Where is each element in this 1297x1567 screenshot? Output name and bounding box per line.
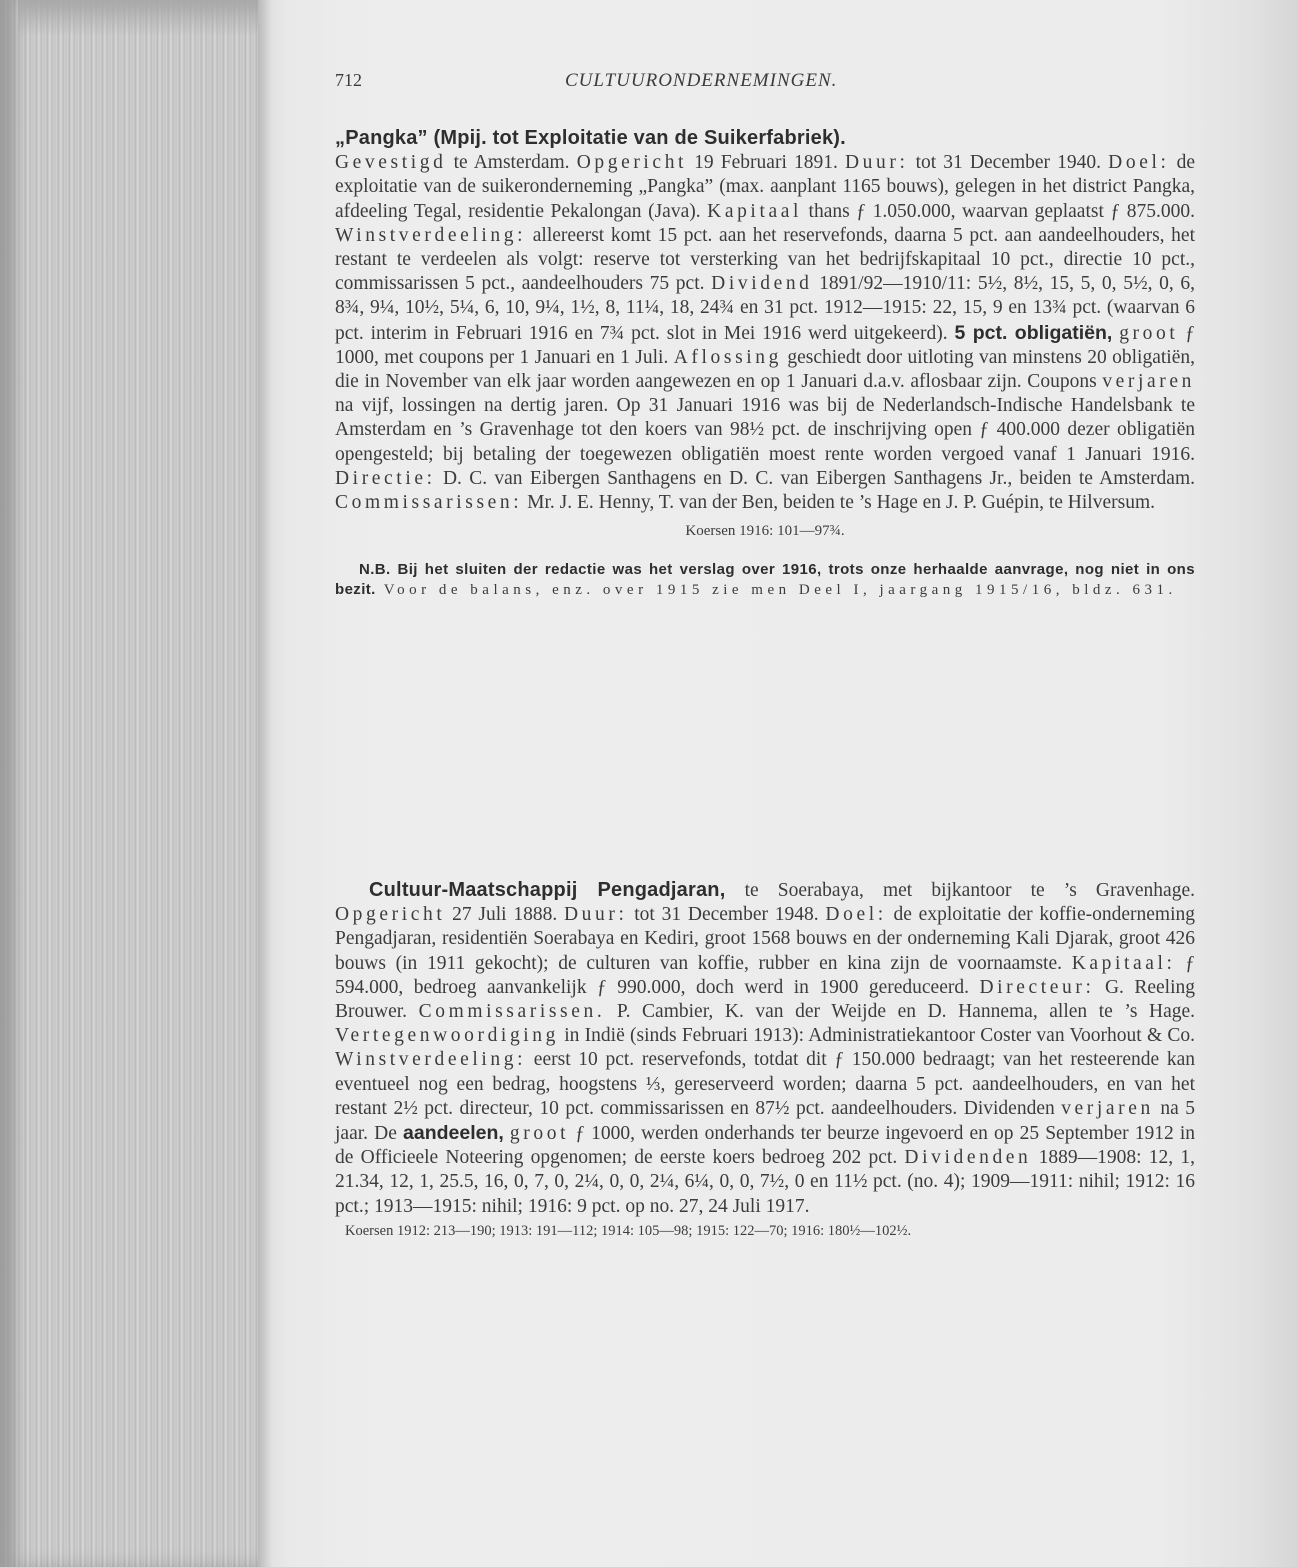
label-verjaren: verjaren (1061, 1097, 1154, 1119)
text-kapitaal: thans ƒ 1.050.000, waarvan geplaatst ƒ 875.000. (802, 200, 1195, 222)
text-vertegenwoordiging: in Indië (sinds Februari 1913): Administratiekantoor Coster van Voorhout & Co. (559, 1025, 1195, 1047)
label-opgericht: Opgericht (335, 904, 446, 926)
book-page (258, 0, 1297, 1567)
entry-pengadjaran-body (335, 878, 1195, 1219)
label-dividend: Dividend (711, 273, 813, 295)
label-commissarissen: Commissarissen. (418, 1001, 606, 1023)
text-directeur: G. Reeling Brouwer. (335, 976, 1196, 1023)
label-aandeelen: aandeelen, (403, 1122, 504, 1145)
book-page-edges (0, 0, 258, 1567)
text-directie: D. C. van Eibergen Santhagens en D. C. van Eibergen Santhagens Jr., beiden te Amsterdam. (435, 467, 1195, 489)
text-opgericht: 19 Februari 1891. (687, 152, 845, 174)
nb-note (335, 560, 1195, 600)
label-duur: Duur: (564, 904, 628, 926)
text-verjaren: na 5 jaar. De (335, 1097, 1195, 1145)
text-dividenden: 1889—1908: 12, 1, 21.34, 12, 1, 25.5, 16, 0, 7, 0, 2¼, 0, 0, 2¼, 6¼, 0, 0, 7½, 0 en 11½ pct. (no. 4); 1909—1911: nihil; 1912: 16 pct.; 1913—1915: nihil; 1916: 9 pct. op no. 27, 24 Juli 1917. (335, 1147, 1195, 1217)
text-obligaties: ƒ 1000, met coupons per 1 Januari en 1 Juli. (335, 322, 1196, 368)
text-doel: de exploitatie van de suikeronderneming „Pangka” (max. aanplant 1165 bouws), gelegen in het district Pangka, afdeeling Tegal, residentie Pekalongan (Java). (335, 152, 1196, 222)
label-obligaties: 5 pct. obligatiën, (954, 321, 1113, 344)
entry-pengadjaran (335, 878, 1195, 1240)
text-doel: de exploitatie der koffie-onderneming Pengadjaran, residentiën Soerabaya en Kediri, groot 1568 bouws en der onderneming Kali Djarak, groot 426 bouws (in 1911 gekocht); de culturen van koffie, rubber en kina zijn de voornaamste. (335, 904, 1195, 974)
label-vertegenwoordiging: Vertegenwoordiging (335, 1025, 560, 1047)
entry-pangka (335, 126, 1195, 600)
label-doel: Doel: (825, 904, 887, 926)
label-winstverdeeling: Winstverdeeling: (335, 224, 527, 246)
label-opgericht: Opgericht (576, 152, 688, 174)
text-verjaren: na vijf, lossingen na dertig jaren. Op 31 Januari 1916 was bij de Nederlandsch-Indische Handelsbank te Amsterdam en ’s Gravenhage tot den koers van 98½ pct. de inschrijving open ƒ 400.000 dezer obligatiën opengesteld; bij betaling der toegewezen obligatiën moest rente worden vergoed vanaf 1 Januari 1916. (335, 395, 1195, 465)
text-kapitaal: ƒ 594.000, bedroeg aanvankelijk ƒ 990.000, doch werd in 1900 gereduceerd. (335, 952, 1195, 998)
text-commissarissen: Mr. J. E. Henny, T. van der Ben, beiden te ’s Hage en J. P. Guépin, te Hilversum. (522, 492, 1155, 514)
text-aflossing: geschiedt door uitloting van minstens 20 obligatiën, die in November van elk jaar worden aangewezen en op 1 Januari d.a.v. aflosbaar zijn. Coupons (335, 346, 1195, 393)
label-aflossing: Aflossing (673, 346, 782, 368)
text-dividend: 1891/92—1910/11: 5½, 8½, 15, 5, 0, 5½, 0, 6, 8¾, 9¼, 10½, 5¼, 6, 10, 9¼, 1½, 8, 11¼, 18, 24¾ en 31 pct. 1912—1915: 22, 15, 9 en 13¾ pct. (waarvan 6 pct. interim in Februari 1916 en 7¾ pct. slot in Mei 1916 werd uitgekeerd). (335, 273, 1195, 344)
label-gevestigd: Gevestigd (335, 152, 447, 174)
text-intro: te Soerabaya, met bijkantoor te ’s Gravenhage. (725, 880, 1195, 901)
text-commissarissen: P. Cambier, K. van der Weijde en D. Hannema, allen te ’s Hage. (605, 1001, 1195, 1023)
nb-rest-text: Voor de balans, enz. over 1915 zie men Deel I, jaargang 1915/16, bldz. 631. (375, 582, 1177, 599)
label-verjaren: verjaren (1102, 371, 1195, 393)
running-head (335, 70, 1195, 96)
company-title: Cultuur-Maatschappij Pengadjaran, (369, 879, 726, 901)
company-title: „Pangka” (Mpij. tot Exploitatie van de Suikerfabriek). (335, 127, 846, 149)
label-commissarissen: Commissarissen: (335, 492, 523, 514)
label-winstverdeeling: Winstverdeeling: (335, 1049, 527, 1071)
label-directeur: Directeur: (979, 976, 1095, 998)
gutter-shadow (258, 0, 272, 1567)
text-aandeelen: ƒ 1000, werden onderhands ter beurze ingevoerd en op 25 September 1912 in de Officieele Noteering opgenomen; de eerste koers bedroeg 202 pct. (335, 1123, 1195, 1169)
text-opgericht: 27 Juli 1888. (445, 904, 564, 926)
running-title: CULTUURONDERNEMINGEN. (565, 70, 838, 91)
label-groot: groot (1119, 322, 1179, 344)
koersen-line: Koersen 1916: 101—97¾. (685, 523, 845, 540)
label-doel: Doel: (1108, 152, 1170, 174)
nb-bold-text: N.B. Bij het sluiten der redactie was het verslag over 1916, trots onze herhaalde aanvrage, nog niet in ons bezit. (335, 561, 1195, 599)
text-duur: tot 31 December 1940. (908, 152, 1109, 174)
entry-pangka-body (335, 126, 1195, 515)
label-dividenden: Dividenden (904, 1147, 1032, 1169)
label-duur: Duur: (844, 152, 909, 174)
label-groot: groot (509, 1123, 570, 1145)
label-directie: Directie: (335, 467, 436, 489)
text-gevestigd: te Amsterdam. (446, 152, 577, 174)
page-number: 712 (335, 70, 362, 90)
text-duur: tot 31 December 1948. (627, 904, 826, 926)
text-winstverdeeling: allereerst komt 15 pct. aan het reservefonds, daarna 5 pct. aan aandeelhouders, het restant te verdeelen als volgt: reserve tot versterking van het bedrijfskapitaal 10 pct., directie 10 pct., commissarissen 5 pct., aandeelhouders 75 pct. (335, 224, 1195, 295)
label-kapitaal: Kapitaal: (1071, 952, 1176, 974)
koersen-line: Koersen 1912: 213—190; 1913: 191—112; 1914: 105—98; 1915: 122—70; 1916: 180½—102½. (345, 1222, 912, 1239)
label-kapitaal: Kapitaal (707, 200, 802, 222)
text-winstverdeeling: eerst 10 pct. reservefonds, totdat dit ƒ 150.000 bedraagt; van het resteerende kan eventueel nog een bedrag, hoogstens ⅓, gereserveerd worden; daarna 5 pct. aandeelhouders, en van het restant 2½ pct. directeur, 10 pct. commissarissen en 87½ pct. aandeelhouders. Dividenden (335, 1049, 1195, 1119)
